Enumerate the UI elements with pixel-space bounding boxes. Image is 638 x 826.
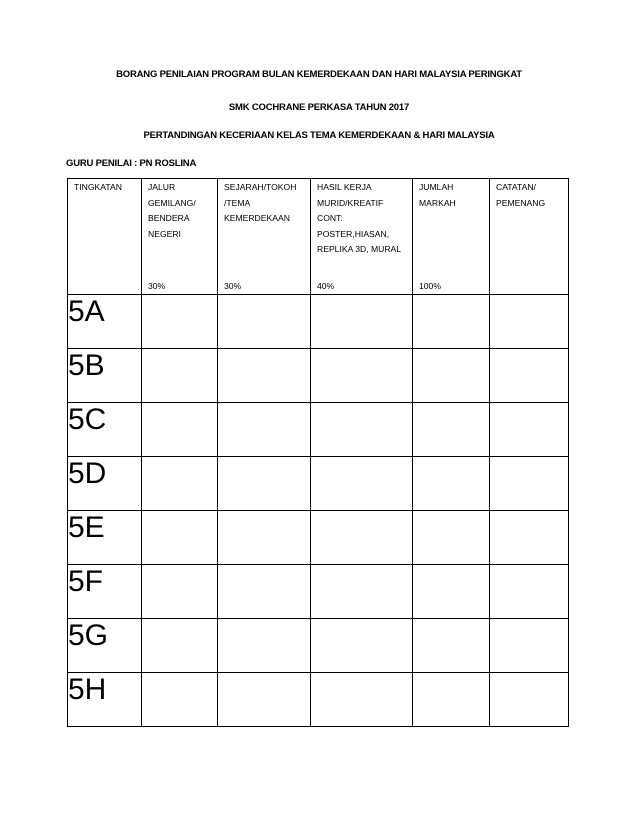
table-row <box>68 511 569 565</box>
notes-cell[interactable] <box>490 457 569 511</box>
class-name-cell: 5A <box>68 295 142 349</box>
score-cell[interactable] <box>218 619 311 673</box>
col-header-notes <box>490 179 569 295</box>
evaluator-label: GURU PENILAI : PN ROSLINA <box>66 158 197 169</box>
col-header-label: JUMLAH MARKAH <box>419 182 456 208</box>
table-row <box>68 403 569 457</box>
score-cell[interactable] <box>311 565 413 619</box>
col-weight: 40% <box>317 281 335 291</box>
score-cell[interactable] <box>311 295 413 349</box>
score-cell[interactable] <box>142 295 218 349</box>
score-cell[interactable] <box>218 403 311 457</box>
score-cell[interactable] <box>142 565 218 619</box>
class-name-cell: 5H <box>68 673 142 727</box>
col-header-history <box>218 179 311 295</box>
score-table <box>67 178 569 727</box>
col-header-total <box>413 179 490 295</box>
form-title: BORANG PENILAIAN PROGRAM BULAN KEMERDEKAAN DAN HARI MALAYSIA PERINGKAT <box>116 69 522 80</box>
notes-cell[interactable] <box>490 295 569 349</box>
score-cell[interactable] <box>311 457 413 511</box>
class-name-cell: 5G <box>68 619 142 673</box>
total-cell[interactable] <box>413 295 490 349</box>
score-cell[interactable] <box>142 457 218 511</box>
total-cell[interactable] <box>413 619 490 673</box>
total-cell[interactable] <box>413 403 490 457</box>
score-cell[interactable] <box>311 511 413 565</box>
score-cell[interactable] <box>142 511 218 565</box>
col-header-student-work <box>311 179 413 295</box>
total-cell[interactable] <box>413 349 490 403</box>
col-header-label: HASIL KERJA MURID/KREATIF CONT: POSTER,HIASAN, REPLIKA 3D, MURAL <box>317 182 402 254</box>
col-header-label: TINGKATAN <box>74 182 122 192</box>
score-cell[interactable] <box>218 457 311 511</box>
total-cell[interactable] <box>413 511 490 565</box>
score-cell[interactable] <box>218 511 311 565</box>
table-row <box>68 457 569 511</box>
score-cell[interactable] <box>142 403 218 457</box>
school-year-heading: SMK COCHRANE PERKASA TAHUN 2017 <box>228 102 410 113</box>
header-row <box>68 179 569 295</box>
class-name-cell: 5F <box>68 565 142 619</box>
score-cell[interactable] <box>311 403 413 457</box>
score-cell[interactable] <box>142 673 218 727</box>
competition-heading: PERTANDINGAN KECERIAAN KELAS TEMA KEMERDEKAAN & HARI MALAYSIA <box>143 130 495 141</box>
score-cell[interactable] <box>218 295 311 349</box>
class-name-cell: 5C <box>68 403 142 457</box>
score-cell[interactable] <box>218 565 311 619</box>
table-row <box>68 619 569 673</box>
total-cell[interactable] <box>413 457 490 511</box>
total-cell[interactable] <box>413 565 490 619</box>
score-cell[interactable] <box>311 673 413 727</box>
score-cell[interactable] <box>142 619 218 673</box>
score-cell[interactable] <box>218 673 311 727</box>
table-row <box>68 565 569 619</box>
score-cell[interactable] <box>218 349 311 403</box>
class-name-cell: 5D <box>68 457 142 511</box>
col-weight: 30% <box>224 281 242 291</box>
score-cell[interactable] <box>142 349 218 403</box>
notes-cell[interactable] <box>490 673 569 727</box>
table-row <box>68 295 569 349</box>
table-row <box>68 673 569 727</box>
notes-cell[interactable] <box>490 349 569 403</box>
col-weight: 30% <box>148 281 166 291</box>
score-cell[interactable] <box>311 349 413 403</box>
col-header-label: CATATAN/ PEMENANG <box>496 182 546 208</box>
table-row <box>68 349 569 403</box>
col-header-class <box>68 179 142 295</box>
col-header-label: SEJARAH/TOKOH /TEMA KEMERDEKAAN <box>224 182 297 223</box>
notes-cell[interactable] <box>490 619 569 673</box>
col-header-flag <box>142 179 218 295</box>
notes-cell[interactable] <box>490 403 569 457</box>
total-cell[interactable] <box>413 673 490 727</box>
notes-cell[interactable] <box>490 511 569 565</box>
notes-cell[interactable] <box>490 565 569 619</box>
score-cell[interactable] <box>311 619 413 673</box>
class-name-cell: 5B <box>68 349 142 403</box>
class-name-cell: 5E <box>68 511 142 565</box>
col-header-label: JALUR GEMILANG/ BENDERA NEGERI <box>148 182 196 239</box>
col-weight: 100% <box>419 281 441 291</box>
